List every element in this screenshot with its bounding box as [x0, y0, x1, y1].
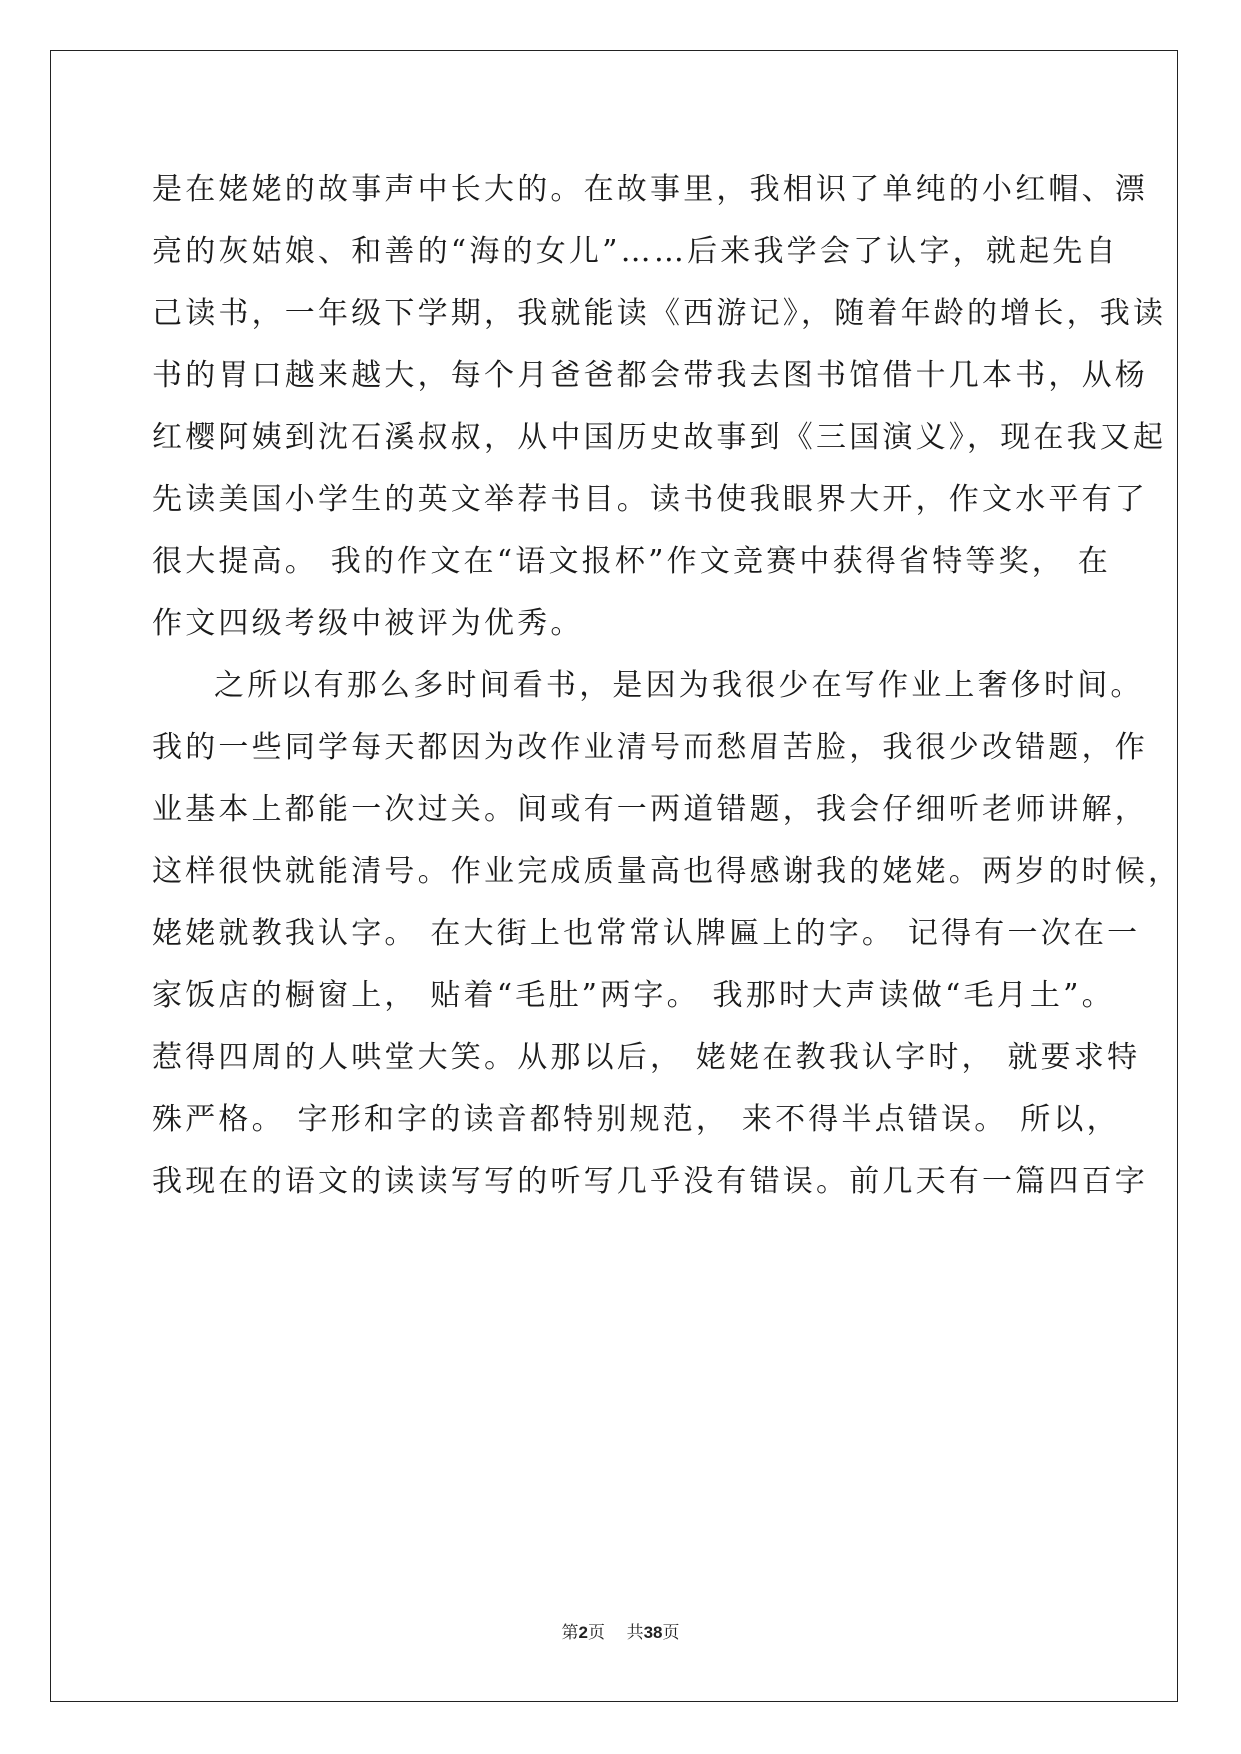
body-text-line: 己读书，一年级下学期，我就能读《西游记》，随着年龄的增长，我读 [152, 296, 1167, 331]
body-text-line: 是在姥姥的故事声中长大的。在故事里，我相识了单纯的小红帽、漂 [152, 172, 1148, 207]
page-footer [0, 1618, 1241, 1643]
body-text-line: 很大提高。 我的作文在“语文报杯”作文竞赛中获得省特等奖， 在 [152, 544, 1111, 579]
body-text-line: 业基本上都能一次过关。间或有一两道错题，我会仔细听老师讲解， [152, 792, 1148, 827]
body-text-line: 红樱阿姨到沈石溪叔叔，从中国历史故事到《三国演义》，现在我又起 [152, 420, 1167, 455]
total-pages: 38 [643, 1623, 663, 1642]
body-text-line: 亮的灰姑娘、和善的“海的女儿”……后来我学会了认字，就起先自 [152, 234, 1119, 269]
page-prefix: 第 [561, 1623, 579, 1643]
body-text-line: 惹得四周的人哄堂大笑。从那以后， 姥姥在教我认字时， 就要求特 [152, 1040, 1141, 1075]
body-text-line: 我的一些同学每天都因为改作业清号而愁眉苦脸，我很少改错题，作 [152, 730, 1148, 765]
page-number: 2 [578, 1623, 588, 1642]
body-text-line: 作文四级考级中被评为优秀。 [152, 606, 584, 641]
total-prefix: 共 [626, 1623, 644, 1643]
body-text-line: 家饭店的橱窗上， 贴着“毛肚”两字。 我那时大声读做“毛月土”。 [152, 978, 1115, 1013]
body-text-line: 先读美国小学生的英文举荐书目。读书使我眼界大开，作文水平有了 [152, 482, 1148, 517]
total-suffix: 页 [662, 1623, 680, 1643]
page-suffix: 页 [587, 1623, 605, 1643]
body-text-line: 书的胃口越来越大，每个月爸爸都会带我去图书馆借十几本书，从杨 [152, 358, 1148, 393]
paragraph-first-line: 之所以有那么多时间看书，是因为我很少在写作业上奢侈时间。 [214, 668, 1144, 703]
body-text-line: 姥姥就教我认字。 在大街上也常常认牌匾上的字。 记得有一次在一 [152, 916, 1141, 951]
body-text-line: 这样很快就能清号。作业完成质量高也得感谢我的姥姥。两岁的时候， [152, 854, 1182, 889]
body-text-line: 我现在的语文的读读写写的听写几乎没有错误。前几天有一篇四百字 [152, 1164, 1148, 1199]
body-text-line: 殊严格。 字形和字的读音都特别规范， 来不得半点错误。 所以， [152, 1102, 1120, 1137]
